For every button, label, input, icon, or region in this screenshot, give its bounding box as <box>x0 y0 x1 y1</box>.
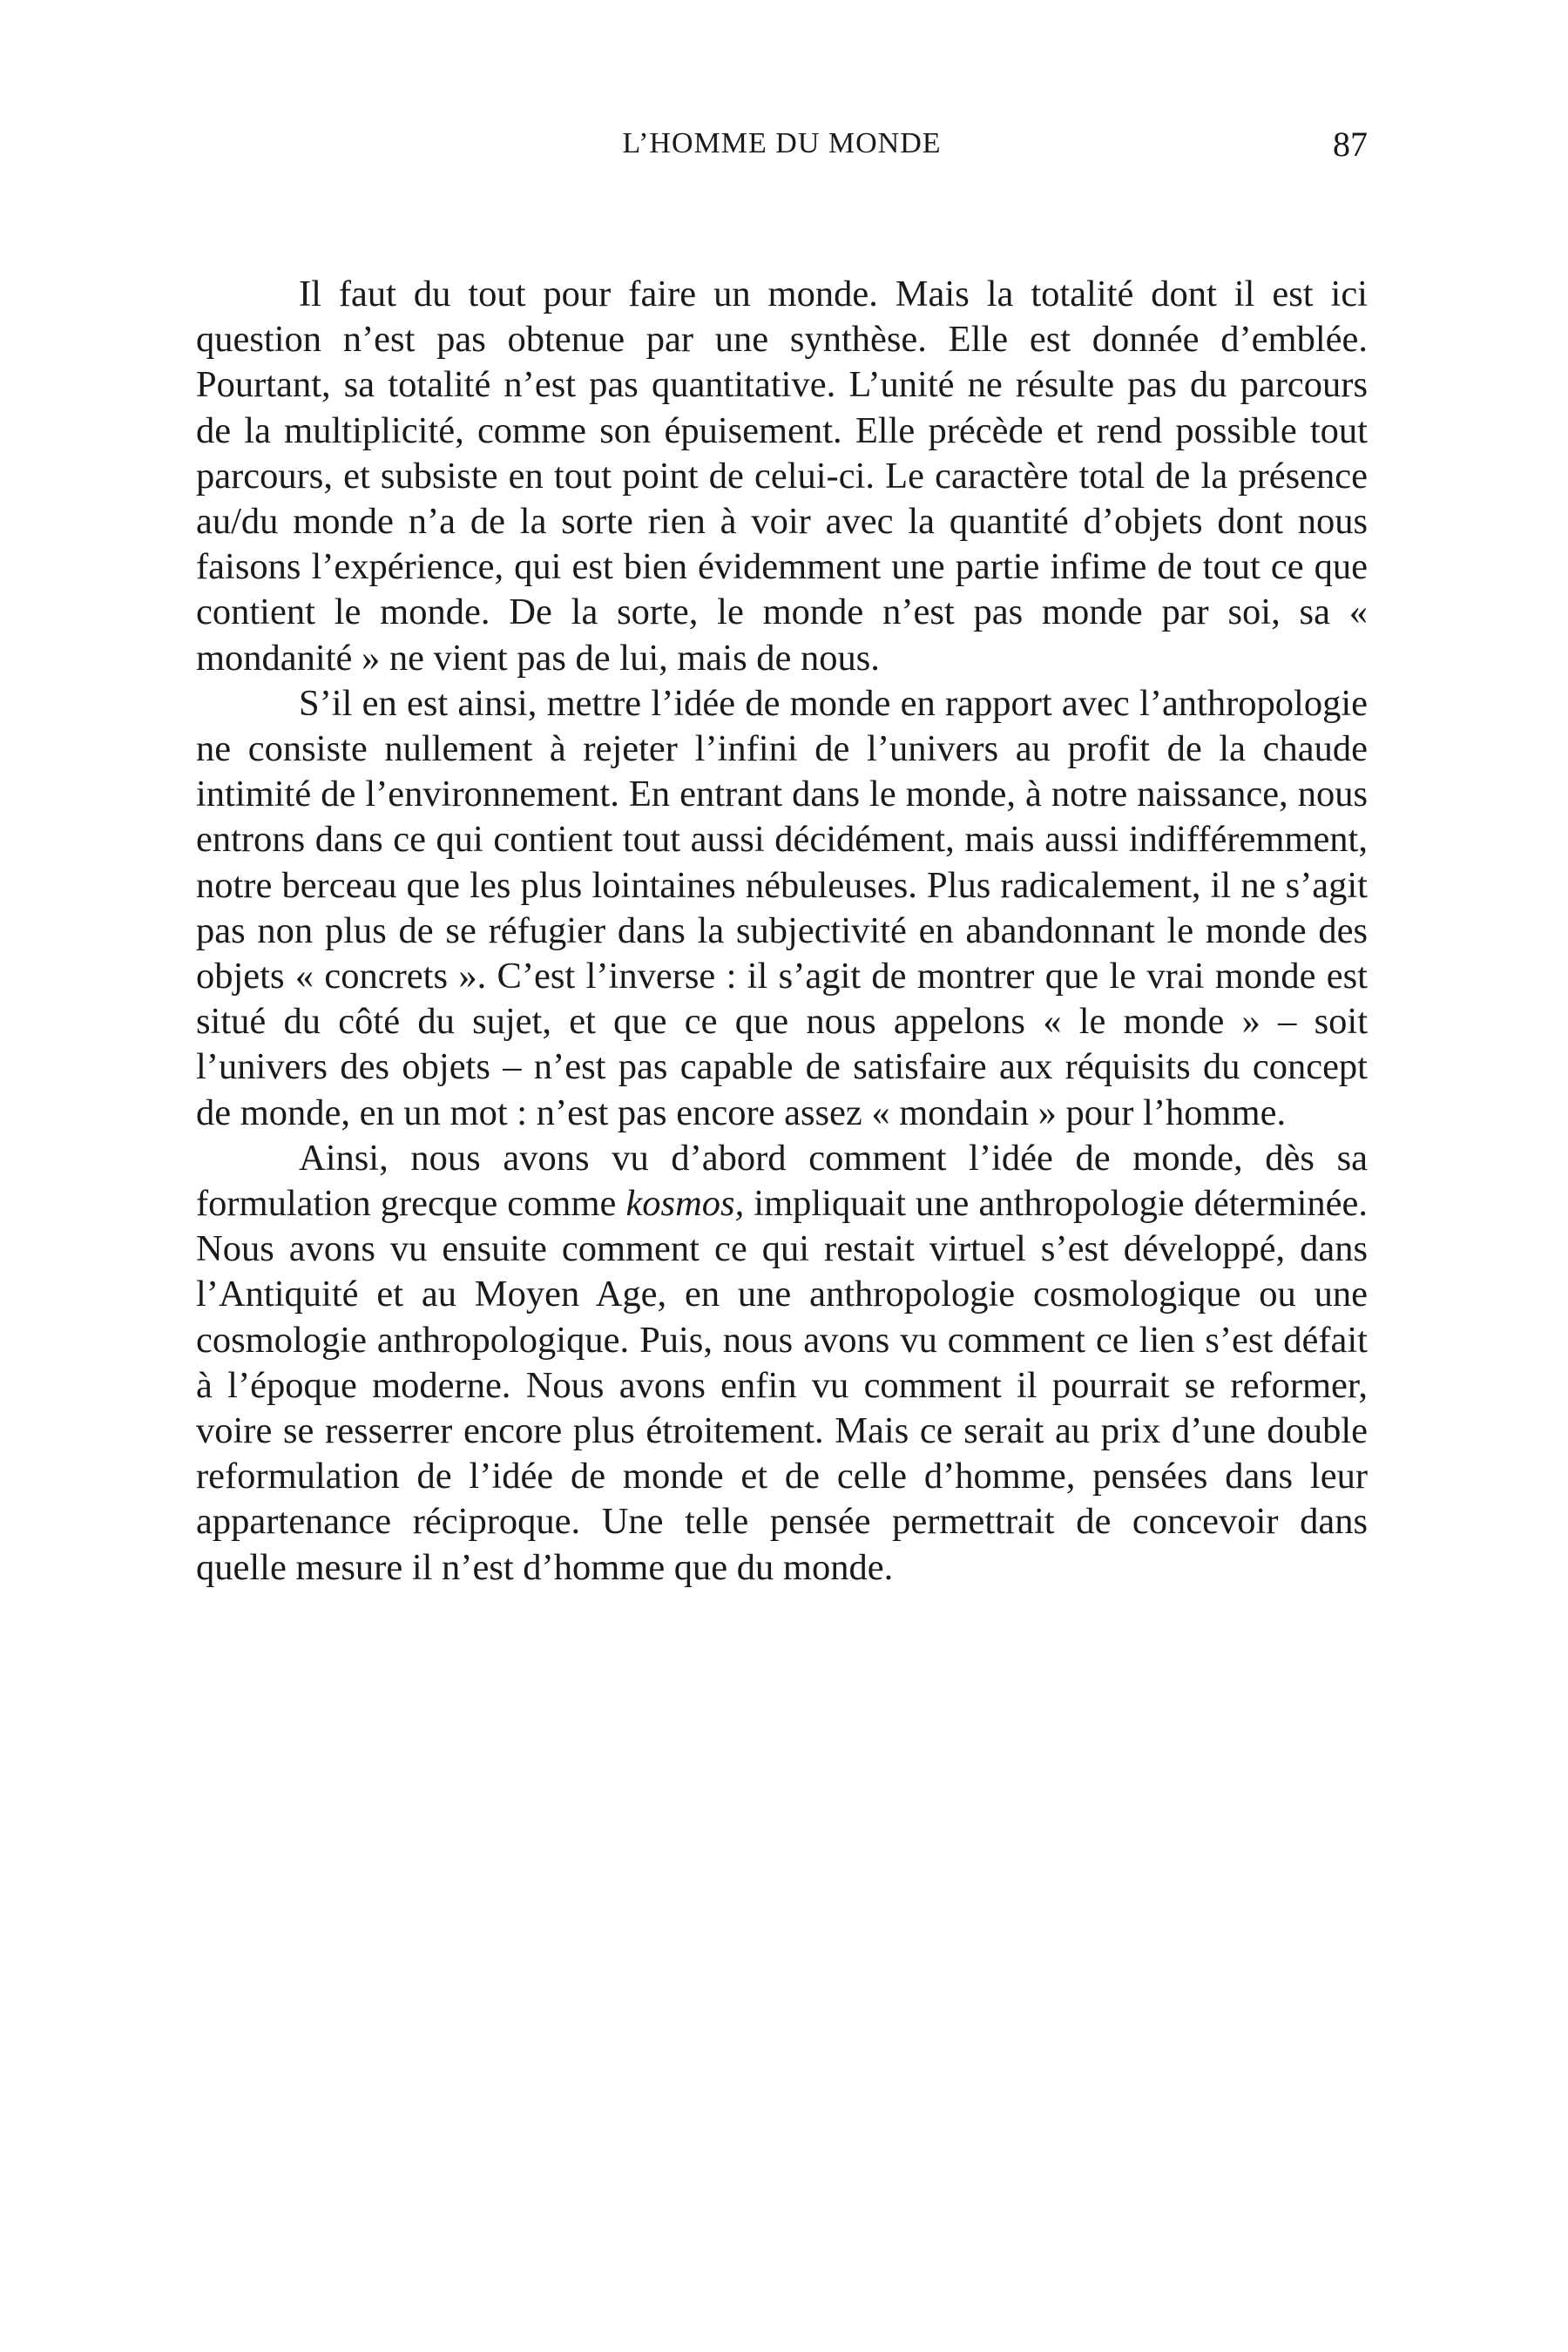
body-text <box>196 272 1368 1591</box>
paragraph-3 <box>196 1136 1368 1591</box>
running-head <box>196 124 1368 167</box>
italic-term-kosmos: kosmos, <box>625 1183 745 1225</box>
paragraph-3-text-before: Ainsi, nous avons vu d’abord comment l’idée de monde, dès sa formulation grecque comme <box>196 1137 1368 1225</box>
running-title: L’HOMME DU MONDE <box>622 127 942 159</box>
page-number: 87 <box>1333 125 1368 164</box>
paragraph-1: Il faut du tout pour faire un monde. Mais la totalité dont il est ici question n’est pas obtenue par une synthèse. Elle est donnée d’emblée. Pourtant, sa totalité n’est pas quantitative. L’unité ne résulte pas du parcours de la multiplicité, comme son épuisement. Elle précède et rend possible tout parcours, et subsiste en tout point de celui-ci. Le caractère total de la présence au/du monde n’a de la sorte rien à voir avec la quantité d’objets dont nous faisons l’expérience, qui est bien évidemment une partie infime de tout ce que contient le monde. De la sorte, le monde n’est pas monde par soi, sa « mondanité » ne vient pas de lui, mais de nous. <box>196 274 1368 679</box>
paragraph-3-text-after: impliquait une anthropologie déterminée. Nous avons vu ensuite comment ce qui restait virtuel s’est développé, dans l’Antiquité et au Moyen Age, en une anthropologie cosmologique ou une cosmologie anthropologique. Puis, nous avons vu comment ce lien s’est défait à l’époque moderne. Nous avons enfin vu comment il pourrait se reformer, voire se resserrer encore plus étroitement. Mais ce serait au prix d’une double reformulation de l’idée de monde et de celle d’homme, pensées dans leur appartenance réciproque. Une telle pensée permettrait de concevoir dans quelle mesure il n’est d’homme que du monde. <box>196 1183 1368 1588</box>
paragraph-2: S’il en est ainsi, mettre l’idée de monde en rapport avec l’anthropologie ne consiste nullement à rejeter l’infini de l’univers au profit de la chaude intimité de l’environnement. En entrant dans le monde, à notre naissance, nous entrons dans ce qui contient tout aussi décidément, mais aussi indifféremment, notre berceau que les plus lointaines nébuleuses. Plus radicalement, il ne s’agit pas non plus de se réfugier dans la subjectivité en abandonnant le monde des objets « concrets ». C’est l’inverse : il s’agit de montrer que le vrai monde est situé du côté du sujet, et que ce que nous appelons « le monde » – soit l’univers des objets – n’est pas capable de satisfaire aux réquisits du concept de monde, en un mot : n’est pas encore assez « mondain » pour l’homme. <box>196 682 1368 1133</box>
